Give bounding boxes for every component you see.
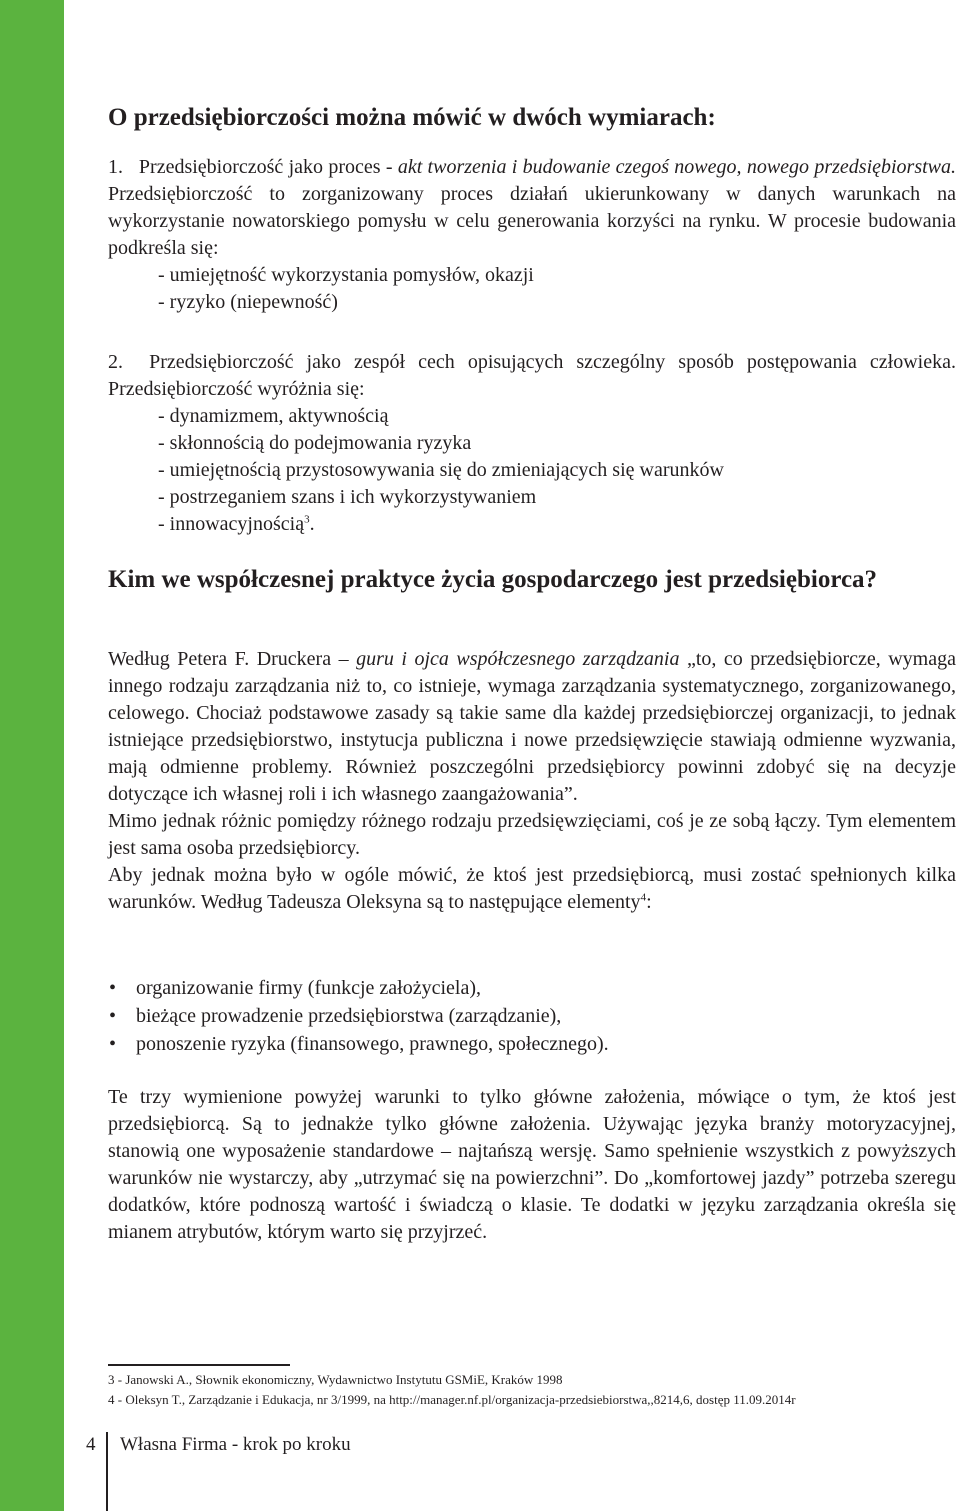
bullet-text: ponoszenie ryzyka (finansowego, prawnego, społecznego). [136, 1033, 609, 1055]
item-2-sub-2: - skłonnością do podejmowania ryzyka [158, 432, 472, 454]
footnote-divider [108, 1364, 290, 1366]
footer-divider [106, 1432, 108, 1511]
item-1-number: 1. [108, 156, 123, 178]
item-1-paragraph [108, 154, 956, 262]
green-side-bar [0, 0, 64, 1511]
page-footer [0, 1432, 400, 1511]
body-text [108, 646, 956, 916]
bullet-text: organizowanie firmy (funkcje założyciela), [136, 977, 482, 999]
item-2-end: . [309, 513, 315, 535]
page-number: 4 [86, 1434, 96, 1455]
section-heading: O przedsiębiorczości można mówić w dwóch wymiarach: [108, 104, 716, 131]
item-2-sub-5: - innowacyjnością [158, 513, 305, 535]
footnote-ref-3: 3 [304, 513, 310, 526]
item-2-sub-5-line [108, 511, 956, 538]
paragraph-drucker-b: „to, co przedsiębiorcze, wymaga innego rodzaju zarządzania niż to, co istnieje, wymaga zarządzania systematycznego, zorganizowanego, celowego. Chociaż podstawowe zasady są takie same dla każdej przedsiębiorczej organizacji, to jednak istniejące przedsiębiorstwo, instytucja publiczna i nowe przedsięwzięcie stawiają odmienne wyzwania, mają odmienne problemy. Również poszczególni przedsiębiorcy powinni zdobyć się na decyzje dotyczące ich własnej roli i ich własnego zaangażowania”. [108, 648, 956, 805]
bullet-icon: • [109, 977, 117, 999]
item-1-text-2: W procesie budowania podkreśla się: [108, 210, 957, 259]
item-1-text: Przedsiębiorczość to zorganizowany proces działań ukierunkowany w danych warunkach na wykorzystanie nowatorskiego pomysłu w celu generowania korzyści na rynku. [108, 183, 956, 232]
paragraph-3 [108, 862, 956, 916]
item-2 [108, 349, 956, 538]
footnote-4: 4 - Oleksyn T., Zarządzanie i Edukacja, nr 3/1999, na http://manager.nf.pl/organizacja-przedsiebiorstwa,,8214,6, dostęp 11.09.2014r [108, 1392, 796, 1407]
bullet-list [108, 974, 956, 1058]
item-1 [108, 154, 956, 316]
paragraph-3-end: : [646, 891, 652, 913]
bullet-icon: • [109, 1005, 117, 1027]
item-2-paragraph [108, 349, 956, 403]
footnote-3: 3 - Janowski A., Słownik ekonomiczny, Wydawnictwo Instytutu GSMiE, Kraków 1998 [108, 1372, 563, 1387]
bullet-item [108, 1002, 956, 1030]
paragraph-3-text: Aby jednak można było w ogóle mówić, że ktoś jest przedsiębiorcą, musi zostać spełnionych kilka warunków. Według Tadeusza Oleksyna są to następujące elementy [108, 864, 956, 913]
item-2-sub-3: - umiejętnością przystosowywania się do zmieniających się warunków [158, 459, 724, 481]
bullet-item [108, 974, 956, 1002]
bullet-text: bieżące prowadzenie przedsiębiorstwa (zarządzanie), [136, 1005, 562, 1027]
footnote-ref-4: 4 [640, 891, 647, 904]
paragraph-2: Mimo jednak różnic pomiędzy różnego rodzaju przedsięwzięciami, coś je ze sobą łączy. Tym elementem jest sama osoba przedsiębiorcy. [108, 810, 956, 859]
item-2-number: 2. [108, 351, 123, 373]
paragraph-drucker-italic: guru i ojca współczesnego zarządzania [356, 648, 680, 670]
item-2-sub-1: - dynamizmem, aktywnością [158, 405, 389, 427]
item-1-sub-2: - ryzyko (niepewność) [158, 291, 338, 313]
footer-title: Własna Firma - krok po kroku [120, 1434, 351, 1455]
item-1-lead: Przedsiębiorczość jako proces - [138, 156, 393, 178]
item-1-italic: akt tworzenia i budowanie czegoś nowego, nowego przedsiębiorstwa. [397, 156, 957, 178]
paragraph-4: Te trzy wymienione powyżej warunki to tylko główne założenia, mówiące o tym, że ktoś jest przedsiębiorcą. Są to jednakże tylko główne założenia. Używając języka branży motoryzacyjnej, stanowią one wyposażenie standardowe – najtańszą wersję. Samo spełnienie wszystkich z powyższych warunków nie wystarczy, aby „utrzymać się na powierzchni”. Do „komfortowej jazdy” potrzeba szeregu dodatków, które podnoszą wartość i świadczą o klasie. Te dodatki w języku zarządzania określa się mianem atrybutów, którym warto się przyjrzeć. [108, 1086, 956, 1243]
item-1-sub-1: - umiejętność wykorzystania pomysłów, okazji [158, 264, 534, 286]
paragraph-drucker-a: Według Petera F. Druckera – [108, 648, 349, 670]
paragraph-drucker [108, 646, 956, 808]
footnotes [108, 1370, 796, 1410]
item-2-sub-4: - postrzeganiem szans i ich wykorzystywaniem [158, 486, 537, 508]
section-heading-2: Kim we współczesnej praktyce życia gospodarczego jest przedsiębiorca? [108, 566, 878, 593]
bullet-icon: • [109, 1033, 117, 1055]
item-2-text: Przedsiębiorczość jako zespół cech opisujących szczególny sposób postępowania człowieka. Przedsiębiorczość wyróżnia się: [108, 351, 956, 400]
bullet-item [108, 1030, 956, 1058]
